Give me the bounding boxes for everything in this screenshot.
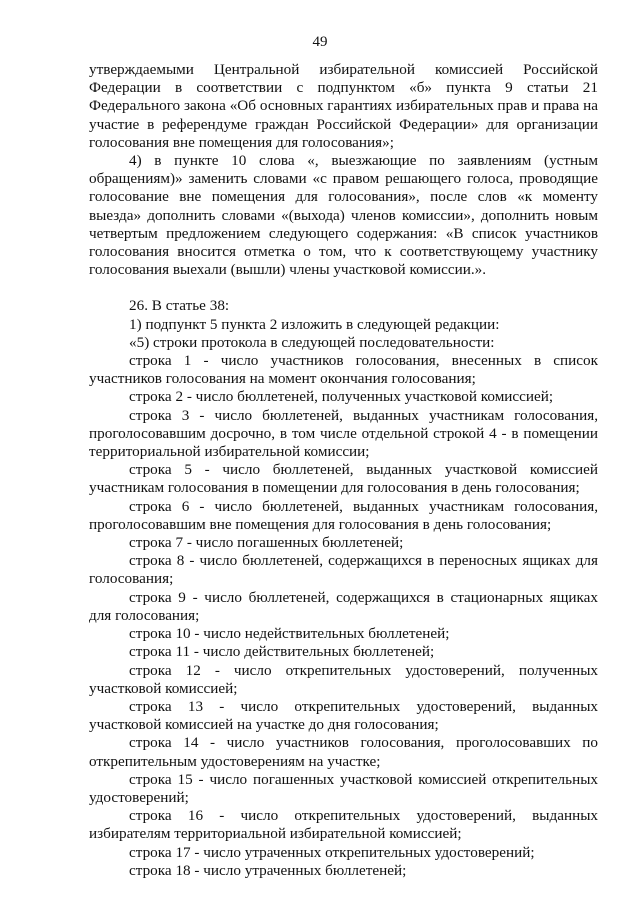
protocol-line-item: строка 5 - число бюллетеней, выданных участковой комиссией участникам голосования в помещении для голосования в день голосования;: [89, 461, 598, 497]
protocol-line-item: строка 11 - число действительных бюллетеней;: [129, 643, 435, 661]
protocol-line-item: строка 2 - число бюллетеней, полученных участковой комиссией;: [129, 388, 554, 406]
protocol-line-item: строка 1 - число участников голосования, внесенных в список участников голосования на момент окончания голосования;: [89, 352, 598, 388]
protocol-line-item: строка 13 - число открепительных удостоверений, выданных участковой комиссией на участке до дня голосования;: [89, 697, 598, 734]
paragraph: утверждаемыми Центральной избирательной комиссией Российской Федерации в соответствии с подпунктом «б» пункта 9 статьи 21 Федерального закона «Об основных гарантиях избирательных прав и права на участие в референдуме граждан Российской Федерации» для организации голосования вне помещения для голосования»;: [89, 61, 598, 151]
page-number: 49: [312, 34, 328, 50]
protocol-line-item: строка 16 - число открепительных удостоверений, выданных избирателям территориальной избирательной комиссией;: [89, 807, 598, 843]
section-heading: 26. В статье 38:: [129, 297, 230, 315]
protocol-line-item: строка 14 - число участников голосования, проголосовавших по открепительным удостоверениям на участке;: [89, 734, 598, 770]
protocol-line-item: строка 10 - число недействительных бюллетеней;: [129, 625, 450, 643]
paragraph: 4) в пункте 10 слова «, выезжающие по заявлениям (устным обращениям)» заменить словами «с правом решающего голоса, проводящие голосование вне помещения для голосования», после слов «к моменту выезда» дополнить словами «(выхода) членов комиссии», дополнить новым четвертым предложением следующего содержания: «В список участников голосования вносится отметка о том, что к соответствующему участнику голосования выехали (вышли) члены участковой комиссии.».: [89, 152, 598, 279]
paragraph: 1) подпункт 5 пункта 2 изложить в следующей редакции:: [129, 315, 500, 333]
protocol-line-item: строка 12 - число открепительных удостоверений, полученных участковой комиссией;: [89, 661, 598, 697]
protocol-line-item: строка 18 - число утраченных бюллетеней;: [129, 861, 407, 879]
protocol-line-item: строка 9 - число бюллетеней, содержащихся в стационарных ящиках для голосования;: [89, 588, 598, 624]
protocol-line-item: строка 7 - число погашенных бюллетеней;: [129, 534, 404, 552]
protocol-line-item: строка 3 - число бюллетеней, выданных участникам голосования, проголосовавшим досрочно, в том числе отдельной строкой 4 - в помещении территориальной избирательной комиссии;: [89, 406, 598, 461]
protocol-line-item: строка 15 - число погашенных участковой комиссией открепительных удостоверений;: [89, 770, 598, 806]
paragraph: «5) строки протокола в следующей последовательности:: [129, 333, 495, 351]
protocol-line-item: строка 6 - число бюллетеней, выданных участникам голосования, проголосовавшим вне помещения для голосования в день голосования;: [89, 497, 598, 533]
protocol-line-item: строка 8 - число бюллетеней, содержащихся в переносных ящиках для голосования;: [89, 552, 598, 588]
protocol-line-item: строка 17 - число утраченных открепительных удостоверений;: [129, 843, 535, 861]
document-body: [89, 61, 598, 880]
section-spacer: [89, 279, 598, 297]
